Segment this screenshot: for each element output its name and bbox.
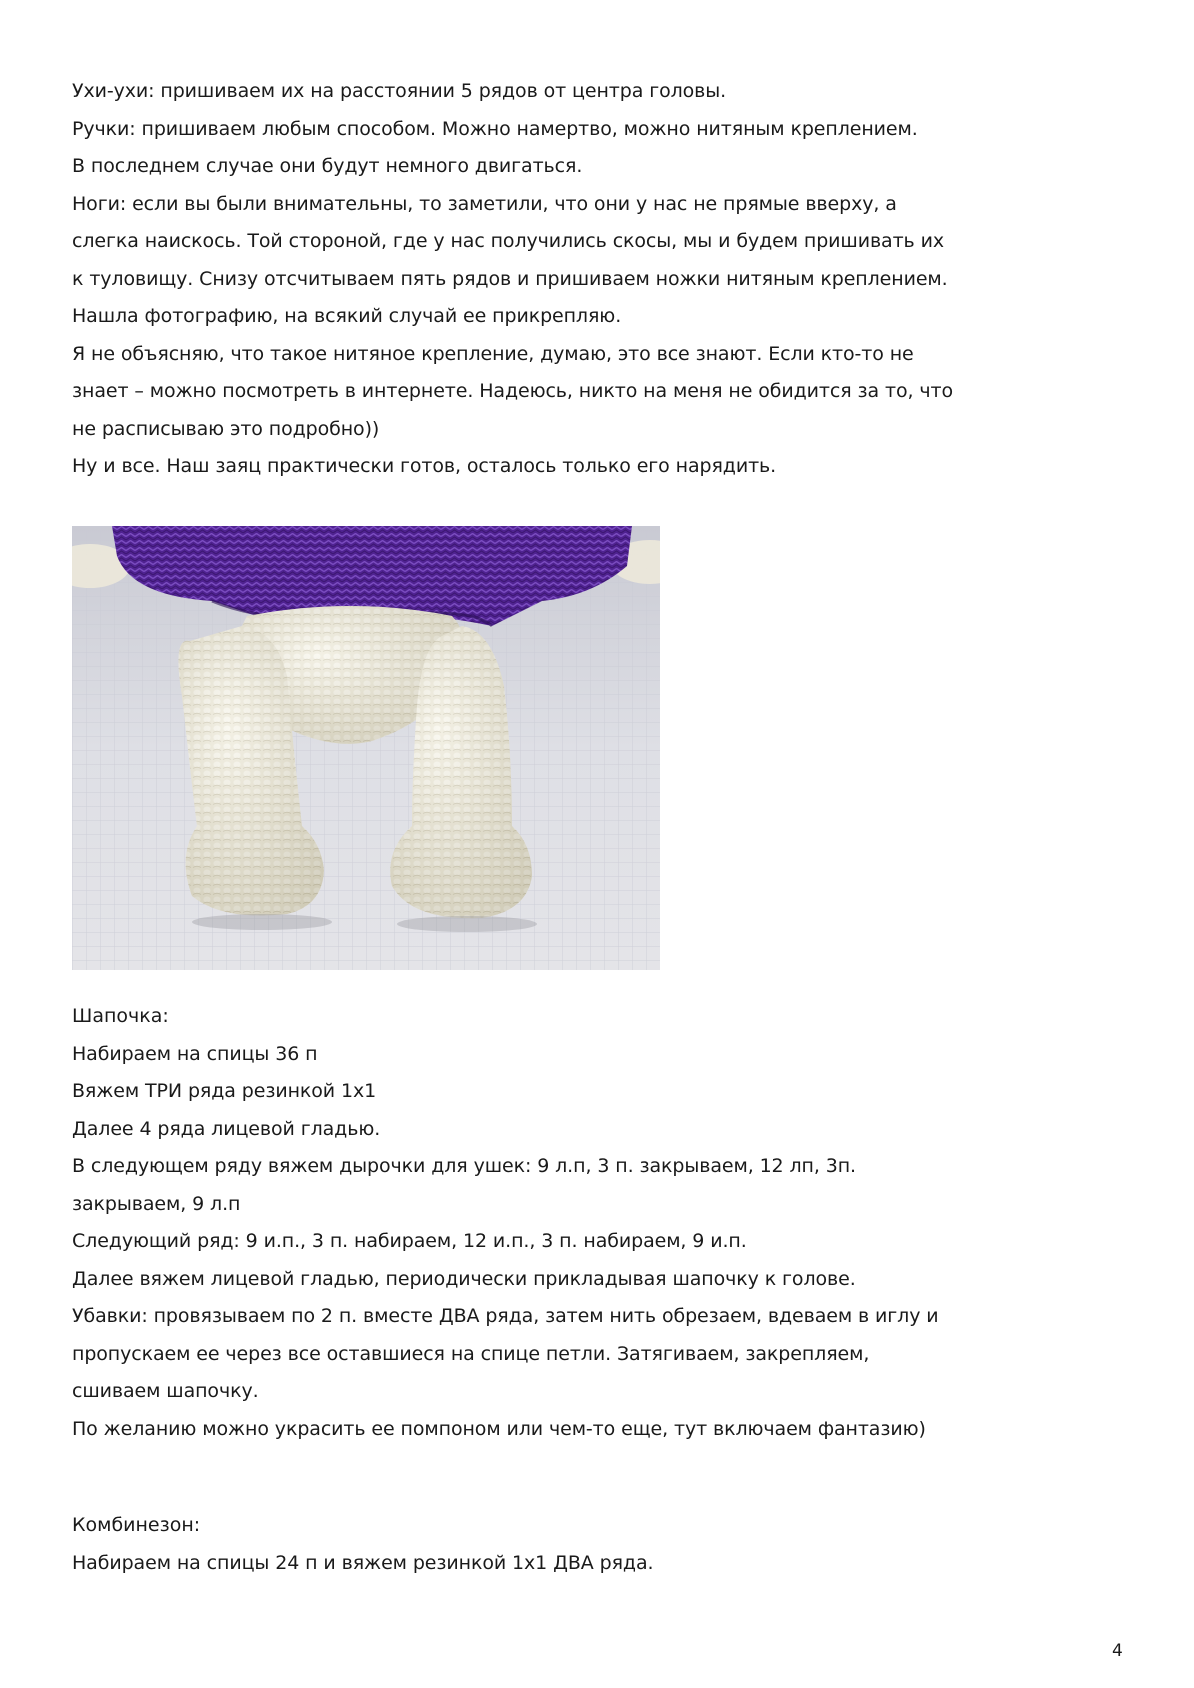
text-line: слегка наискось. Той стороной, где у нас получились скосы, мы и будем пришивать их: [72, 230, 944, 252]
text-line: Ну и все. Наш заяц практически готов, осталось только его нарядить.: [72, 455, 777, 477]
text-line: Набираем на спицы 36 п: [72, 1042, 318, 1065]
text-line: Ноги: если вы были внимательны, то заметили, что они у нас не прямые вверху, а: [72, 192, 897, 215]
text-line: Убавки: провязываем по 2 п. вместе ДВА ряда, затем нить обрезаем, вдеваем в иглу и: [72, 1305, 939, 1327]
text-line: Далее 4 ряда лицевой гладью.: [72, 1117, 381, 1140]
text-line: пропускаем ее через все оставшиеся на спице петли. Затягиваем, закрепляем,: [72, 1342, 870, 1365]
page-number: 4: [1112, 1641, 1123, 1661]
text-line: Ручки: пришиваем любым способом. Можно намертво, можно нитяным креплением.: [72, 117, 918, 140]
section-heading: Комбинезон:: [72, 1514, 201, 1536]
text-line: знает – можно посмотреть в интернете. Надеюсь, никто на меня не обидится за то, что: [72, 380, 953, 402]
instructions-top: [72, 73, 1132, 486]
jumpsuit-section: [72, 1507, 1132, 1582]
text-line: Далее вяжем лицевой гладью, периодически прикладывая шапочку к голове.: [72, 1267, 856, 1290]
text-line: к туловищу. Снизу отсчитываем пять рядов и пришиваем ножки нитяным креплением.: [72, 267, 948, 290]
text-line: В последнем случае они будут немного двигаться.: [72, 155, 583, 177]
text-line: Набираем на спицы 24 п и вяжем резинкой 1х1 ДВА ряда.: [72, 1551, 654, 1574]
text-line: закрываем, 9 л.п: [72, 1192, 241, 1215]
hat-section: [72, 998, 1132, 1448]
text-line: Вяжем ТРИ ряда резинкой 1х1: [72, 1080, 377, 1102]
text-line: Ухи-ухи: пришиваем их на расстоянии 5 рядов от центра головы.: [72, 80, 727, 102]
text-line: Нашла фотографию, на всякий случай ее прикрепляю.: [72, 305, 622, 327]
crochet-legs-photo: [72, 526, 660, 970]
text-line: По желанию можно украсить ее помпоном или чем-то еще, тут включаем фантазию): [72, 1417, 926, 1440]
text-line: В следующем ряду вяжем дырочки для ушек: 9 л.п, 3 п. закрываем, 12 лп, 3п.: [72, 1155, 856, 1177]
text-line: не расписываю это подробно)): [72, 417, 380, 440]
text-line: Я не объясняю, что такое нитяное крепление, думаю, это все знают. Если кто-то не: [72, 342, 914, 365]
text-line: сшиваем шапочку.: [72, 1380, 259, 1402]
text-line: Следующий ряд: 9 и.п., 3 п. набираем, 12 и.п., 3 п. набираем, 9 и.п.: [72, 1230, 747, 1252]
section-heading: Шапочка:: [72, 1005, 169, 1027]
